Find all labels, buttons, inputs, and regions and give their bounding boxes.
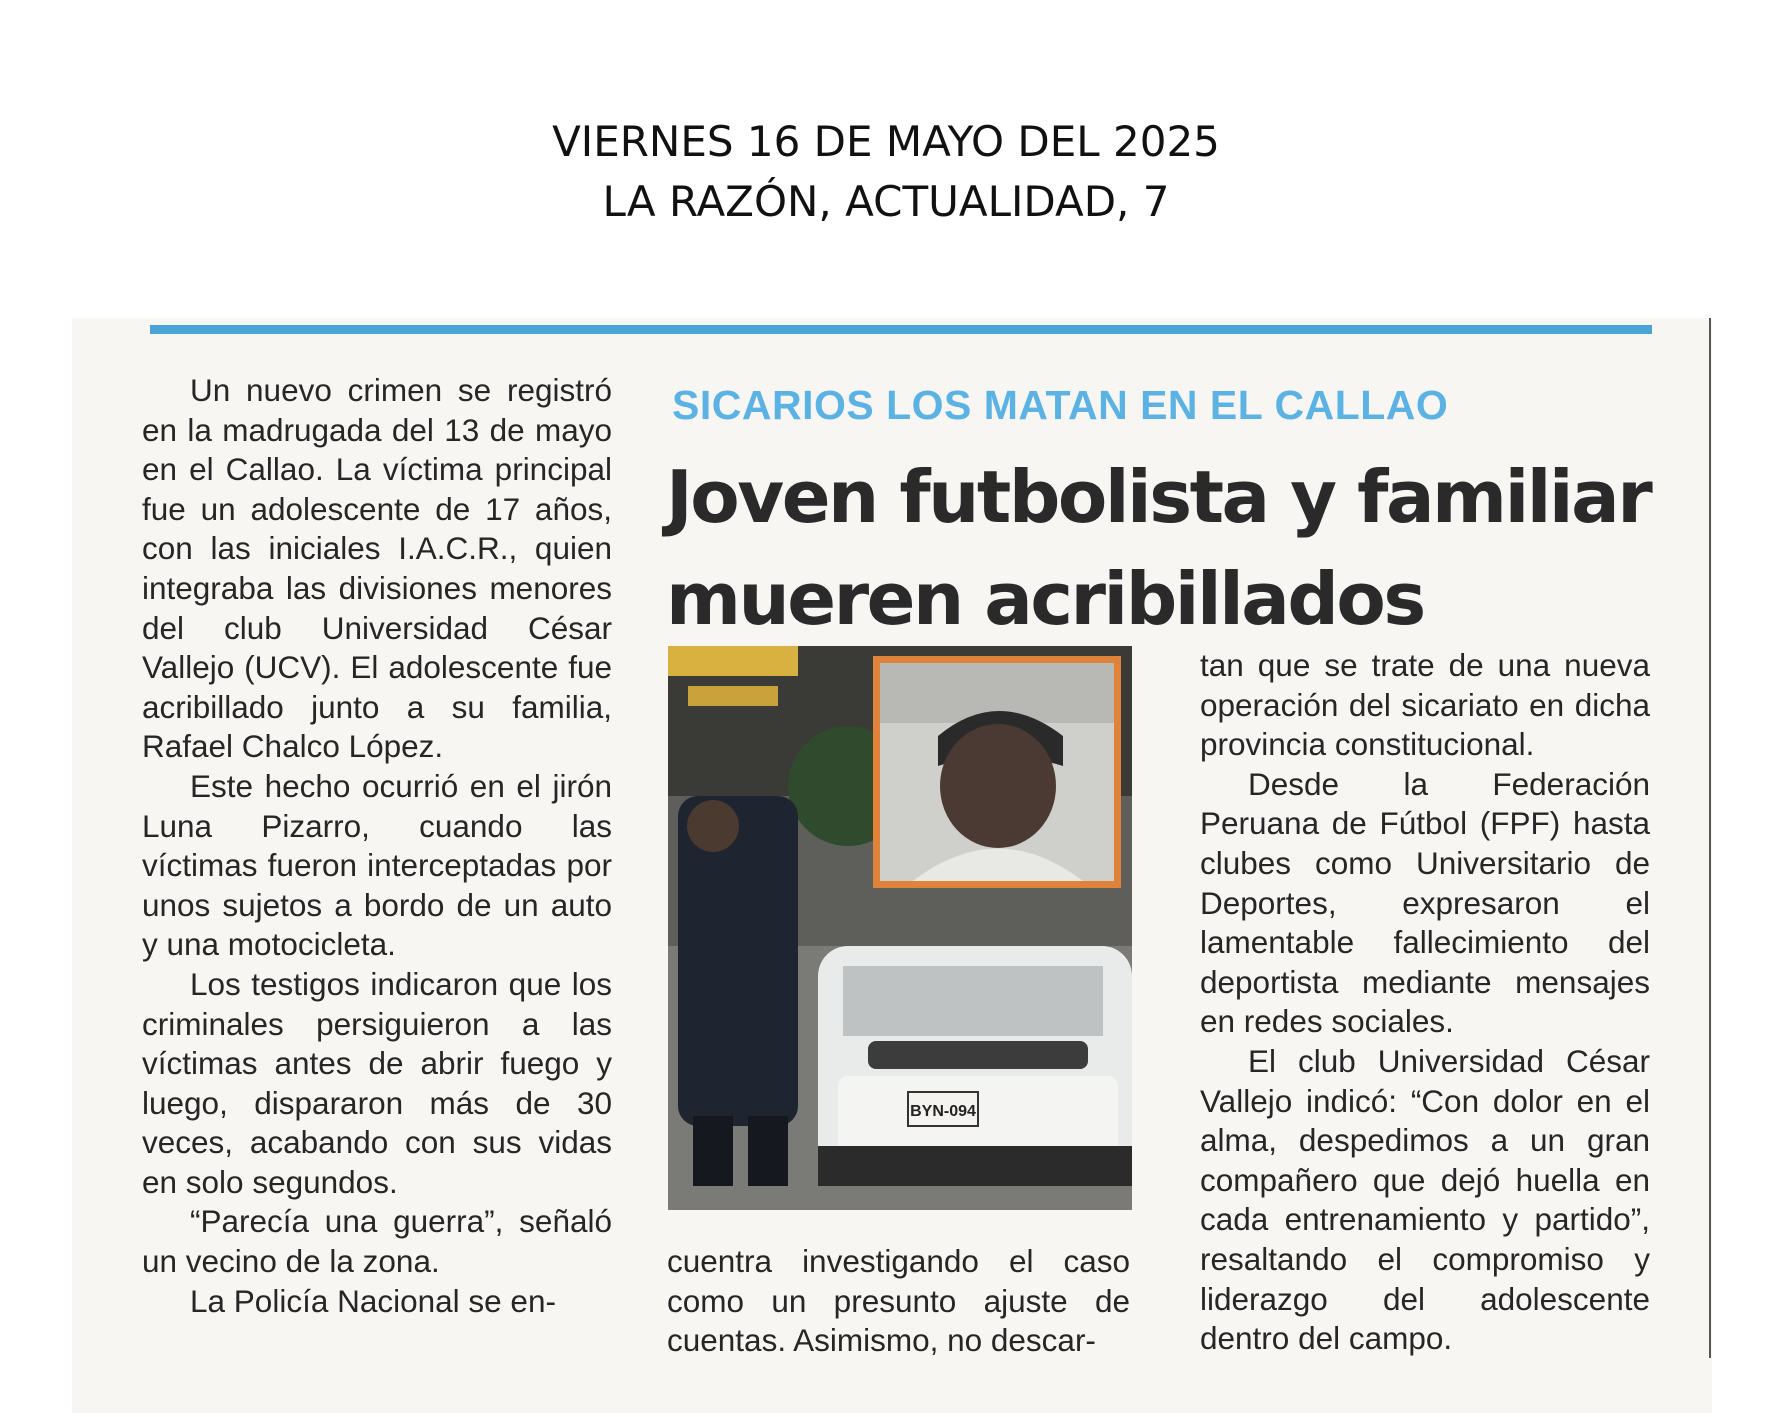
- headline-line-2: mueren acribillados: [666, 557, 1424, 641]
- license-plate: BYN-094: [910, 1103, 976, 1120]
- paragraph: cuentra investigando el caso como un presunto ajuste de cuentas. Asimismo, no descar-: [667, 1243, 1130, 1359]
- headline: [666, 446, 1676, 650]
- source-line: LA RAZÓN, ACTUALIDAD, 7: [602, 177, 1170, 226]
- article-column-1: [142, 371, 612, 1321]
- paragraph: La Policía Nacional se en-: [190, 1282, 556, 1319]
- paragraph: Un nuevo crimen se registró en la madrugada del 13 de mayo en el Callao. La víctima principal fue un adolescente de 17 años, con las iniciales I.A.C.R., quien integraba las divisiones menores del club Universidad César Vallejo (UCV). El adolescente fue acribillado junto a su familia, Rafael Chalco López.: [142, 372, 612, 765]
- paragraph: Los testigos indicaron que los criminales persiguieron a las víctimas antes de abrir fuego y luego, dispararon más de 30 veces, acabando con sus vidas en solo segundos.: [142, 965, 612, 1200]
- date-line: VIERNES 16 DE MAYO DEL 2025: [552, 117, 1220, 166]
- paragraph: tan que se trate de una nueva operación del sicariato en dicha provincia constitucional.: [1200, 647, 1650, 763]
- article-column-3: [1200, 646, 1650, 1359]
- paragraph: El club Universidad César Vallejo indicó: “Con dolor en el alma, despedimos a un gran compañero que dejó huella en cada entrenamiento y partido”, resaltando el compromiso y liderazgo del adolescente dentro del campo.: [1200, 1042, 1650, 1357]
- clipping-header: [0, 112, 1772, 232]
- crime-scene-photo: [668, 646, 1132, 1210]
- paragraph: Desde la Federación Peruana de Fútbol (FPF) hasta clubes como Universitario de Deportes, expresaron el lamentable fallecimiento del deportista mediante mensajes en redes sociales.: [1200, 765, 1650, 1040]
- kicker: SICARIOS LOS MATAN EN EL CALLAO: [672, 382, 1449, 428]
- paragraph: Este hecho ocurrió en el jirón Luna Pizarro, cuando las víctimas fueron interceptadas por unos sujetos a bordo de un auto y una motocicleta.: [142, 767, 612, 963]
- paragraph: “Parecía una guerra”, señaló un vecino de la zona.: [142, 1203, 612, 1280]
- column-rule: [1709, 318, 1711, 1358]
- headline-line-1: Joven futbolista y familiar: [666, 455, 1651, 539]
- article-column-2: [667, 1242, 1130, 1361]
- top-accent-bar: [150, 325, 1652, 334]
